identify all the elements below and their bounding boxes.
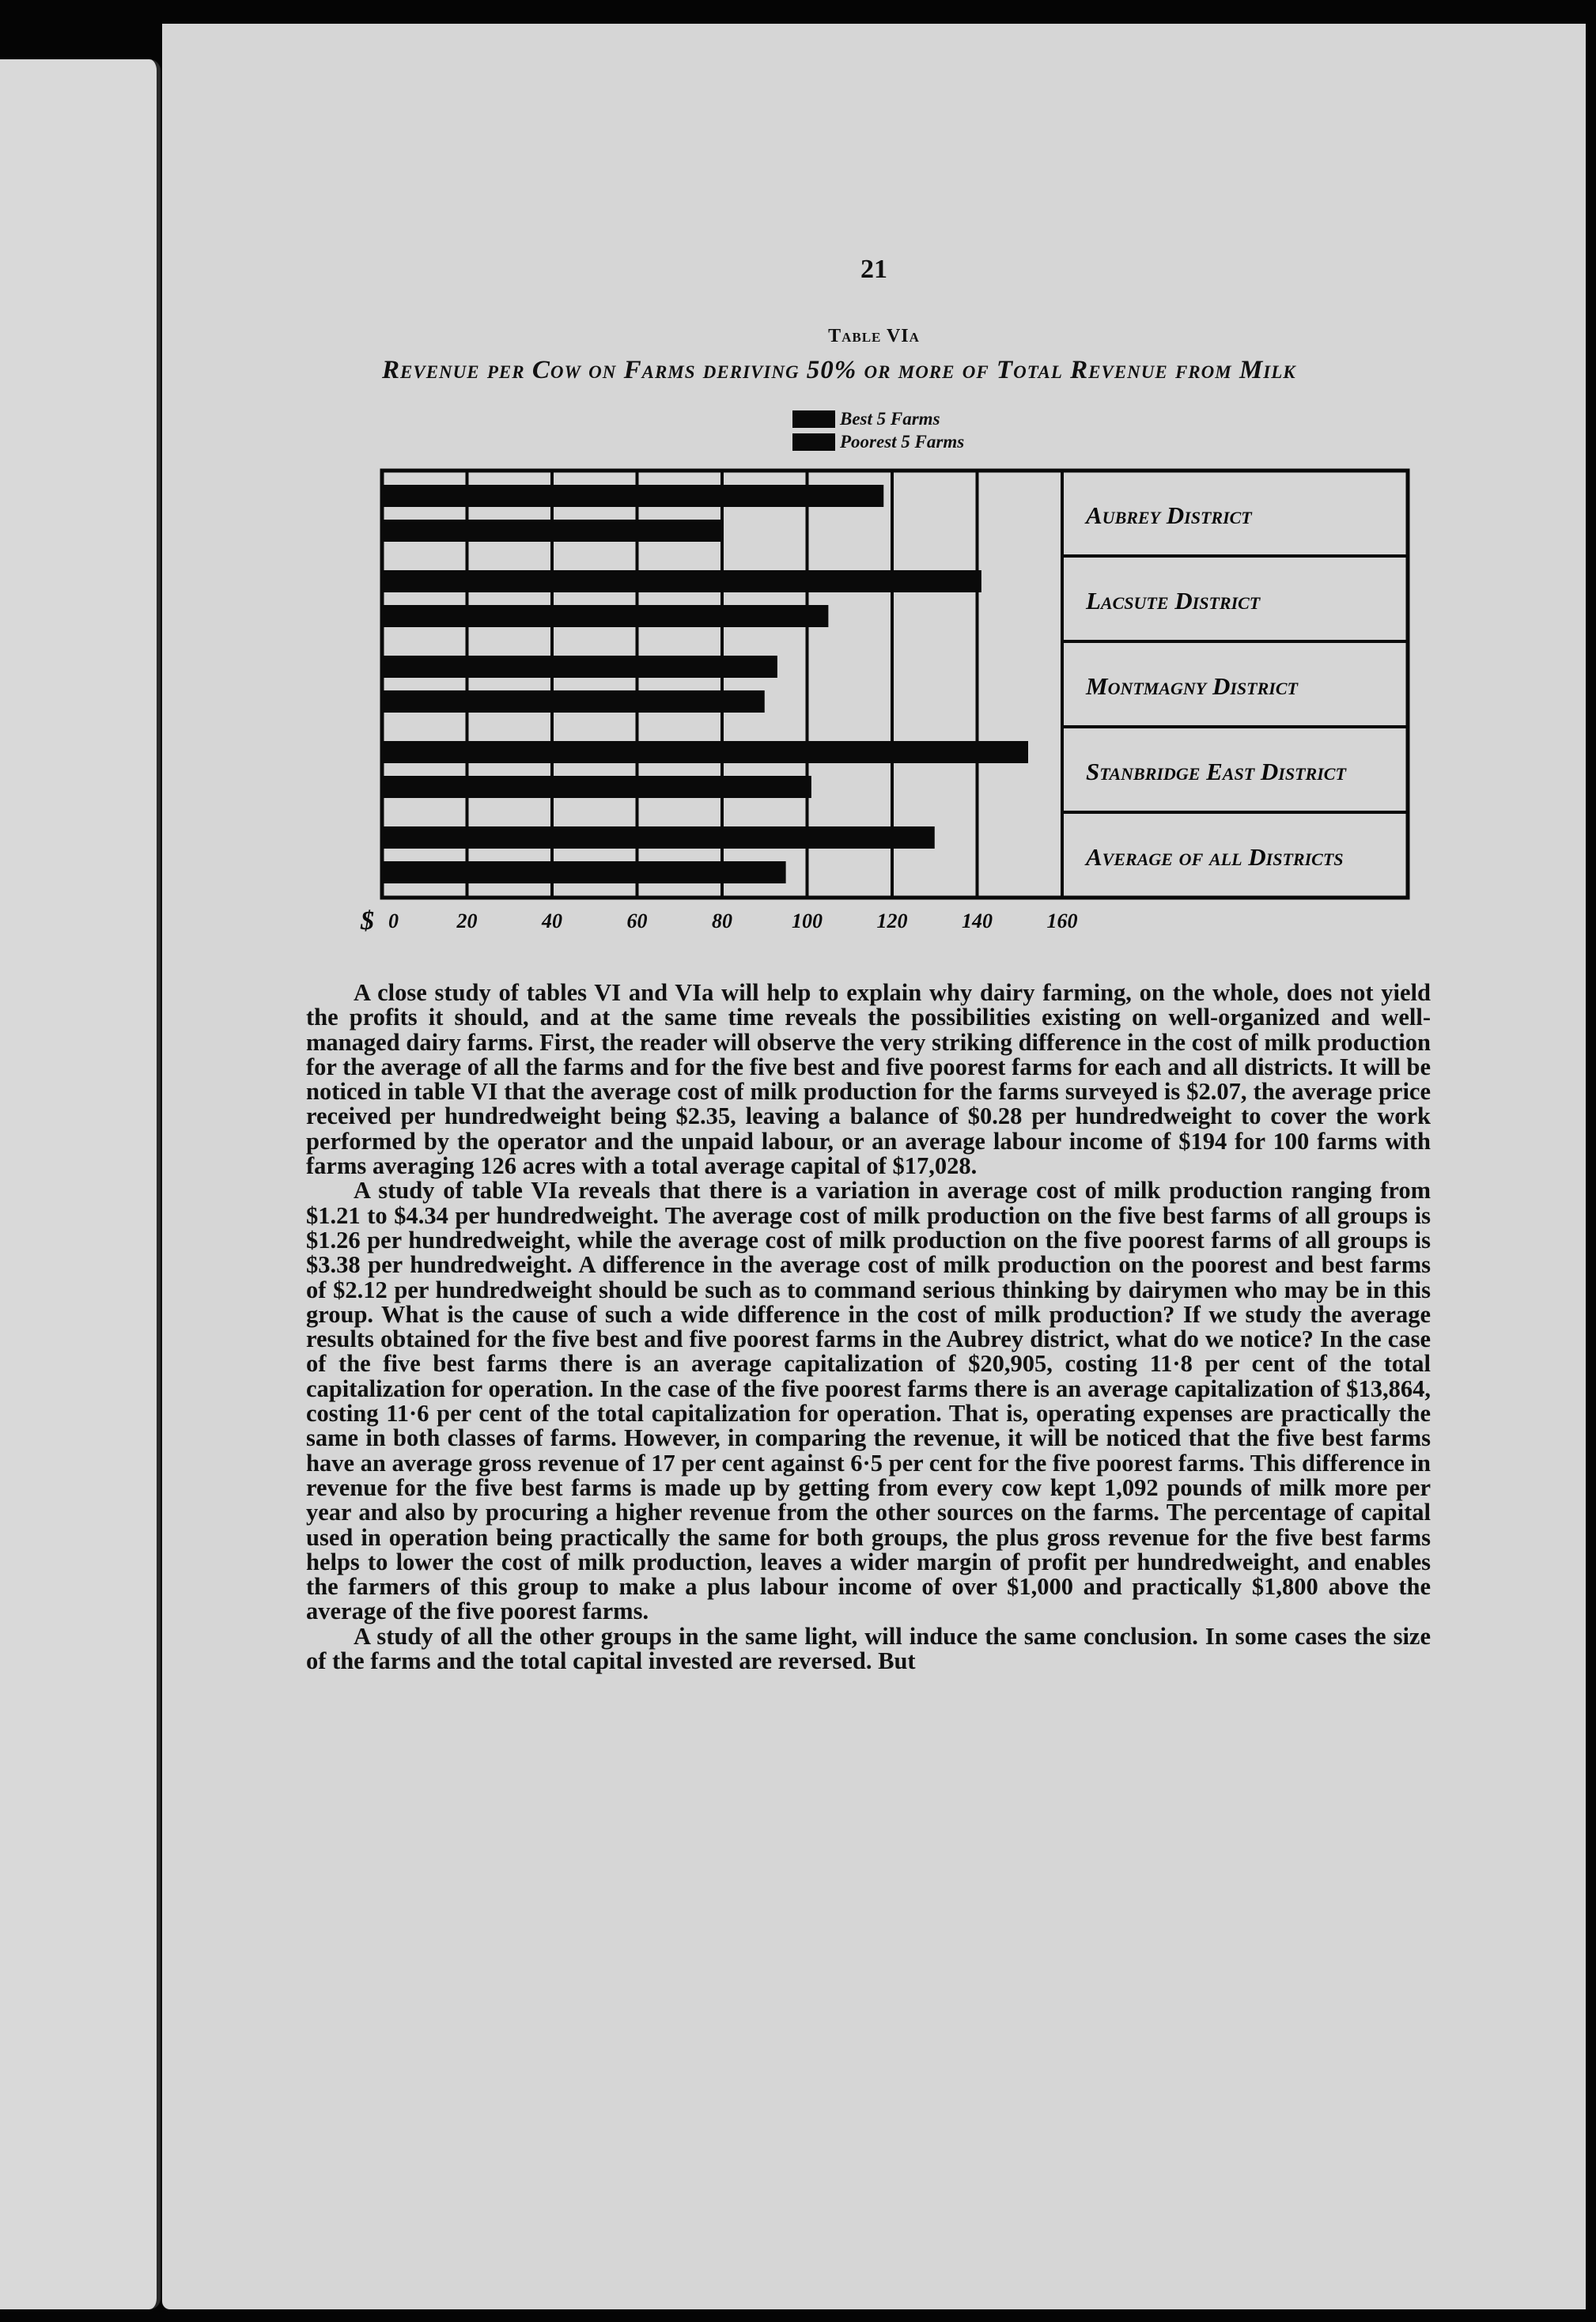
x-tick-label: 60 [626,910,648,932]
category-label: Lacsute District [1086,587,1261,615]
page-number: 21 [860,255,887,284]
legend-label-best: Best 5 Farms [840,409,940,429]
bar-best [382,741,1028,763]
bar-best [382,826,935,849]
bar-poorest [382,605,828,627]
bar-poorest [382,776,811,798]
legend-label-poorest: Poorest 5 Farms [840,432,965,452]
body-text [306,981,1431,1673]
x-tick-label: 40 [542,910,562,932]
x-tick-label: 120 [876,910,908,932]
x-tick-label: 80 [712,910,732,932]
x-tick-label: 20 [456,910,478,932]
document-page [162,24,1586,2309]
category-label: Stanbridge East District [1086,758,1346,785]
chart-title: Revenue per Cow on Farms deriving 50% or more of Total Revenue from Milk [382,356,1296,384]
paragraph: A close study of tables VI and VIa will help to explain why dairy farming, on the whole, does not yield the profits it should, and at the same time reveals the possibilities existing on well-organized and well-managed dairy farms. First, the reader will observe the very striking difference in the cost of milk production for the average of all the farms and for the five best and five poorest farms for each and all districts. It will be noticed in table VI that the average cost of milk production for the farms surveyed is $2.07, the average price received per hundredweight being $2.35, leaving a balance of $0.28 per hundredweight to cover the work performed by the operator and the unpaid labour, or an average labour income of $194 for 100 farms with farms averaging 126 acres with a total average capital of $17,028. [306,979,1431,1180]
bar-poorest [382,861,786,883]
x-tick-label: 160 [1046,910,1078,932]
category-label: Aubrey District [1086,501,1252,529]
category-label: Average of all Districts [1086,843,1344,871]
left-page-edge [0,59,161,2309]
x-tick-label: 140 [962,910,993,932]
bar-poorest [382,520,722,542]
table-label: Table VIa [828,326,920,346]
bar-best [382,570,981,592]
paragraph: A study of table VIa reveals that there is a variation in average cost of milk production ranging from $1.21 to $4.34 per hundredweight. The average cost of milk production on the five best farms of all groups is $1.26 per hundredweight, while the average cost of milk production on the five poorest farms of all groups is $3.38 per hundredweight. A difference in the average cost of milk production on the poorest and best farms of $2.12 per hundredweight should be such as to command serious thinking by dairymen who may be in this group. What is the cause of such a wide difference in the cost of milk production? If we study the average results obtained for the five best and five poorest farms in the Aubrey district, what do we notice? In the case of the five best farms there is an average capitalization of $20,905, costing 11·8 per cent of the total capitalization for operation. In the case of the five poorest farms there is an average capitalization of $13,864, costing 11·6 per cent of the total capitalization for operation. That is, operating expenses are practically the same in both classes of farms. However, in comparing the revenue, it will be noticed that the five best farms have an average gross revenue of 17 per cent against 6·5 per cent for the five poorest farms. This difference in revenue for the five best farms is made up by getting from every cow kept 1,092 pounds of milk more per year and also by procuring a higher revenue from the other sources on the farms. The percentage of capital used in operation being practically the same for both groups, the plus gross revenue for the five best farms helps to lower the cost of milk production, leaves a wider margin of profit per hundredweight, and enables the farmers of this group to make a plus labour income of over $1,000 and practically $1,800 above the average of the five poorest farms. [306,1177,1431,1625]
bar-poorest [382,690,765,713]
bar-chart [162,24,1586,973]
x-tick-label: 0 [388,910,399,932]
currency-label: $ [361,906,374,936]
paragraph: A study of all the other groups in the same light, will induce the same conclusion. In some cases the size of the farms and the total capital invested are reversed. But [306,1622,1431,1675]
bar-best [382,656,777,678]
category-label: Montmagny District [1086,672,1298,700]
bar-best [382,485,883,507]
x-tick-label: 100 [792,910,823,932]
